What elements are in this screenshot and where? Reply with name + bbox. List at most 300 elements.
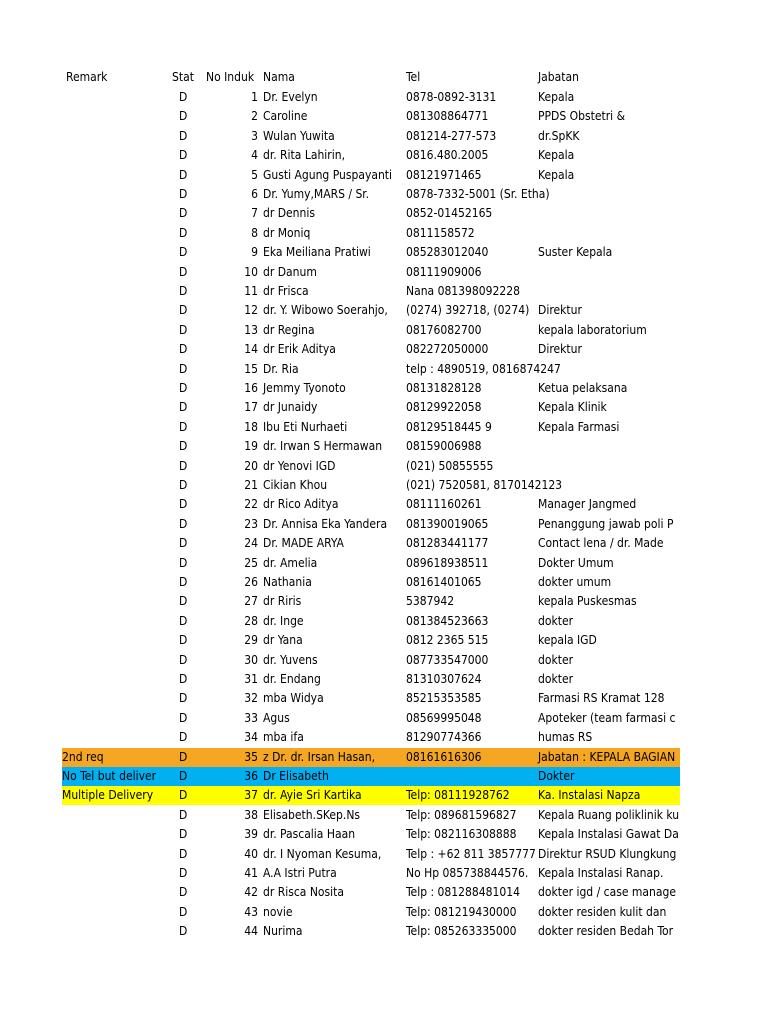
remark-cell <box>62 592 172 611</box>
jabatan-cell: Direktur RSUD Klungkung <box>538 846 677 861</box>
remark-cell <box>62 437 172 456</box>
tel-cell: 081390019065 <box>406 516 489 531</box>
jabatan-cell: Ketua pelaksana <box>538 381 628 395</box>
stat-cell: D <box>179 322 188 337</box>
jabatan-cell: dokter <box>538 613 574 628</box>
stat-cell: D <box>179 672 188 686</box>
jabatan-cell <box>538 282 680 301</box>
tel-cell: 081283441177 <box>406 536 489 551</box>
tel-cell: 08161616306 <box>406 749 482 764</box>
tel-cell: Telp: 082116308888 <box>406 827 517 842</box>
table-row <box>0 515 768 534</box>
nama-cell: dr. Endang <box>263 672 321 686</box>
jabatan-cell: PPDS Obstetri & <box>538 109 625 124</box>
stat-cell: D <box>179 109 188 124</box>
jabatan-cell: Kepala Klinik <box>538 400 607 415</box>
nama-cell: Wulan Yuwita <box>263 128 335 143</box>
nama-cell: Dr. MADE ARYA <box>263 536 344 551</box>
jabatan-cell: dokter igd / case manage <box>538 885 676 900</box>
nama-cell: dr Dennis <box>263 206 315 221</box>
stat-cell: D <box>179 245 188 260</box>
nama-cell: Agus <box>263 710 290 725</box>
table-row <box>0 845 768 864</box>
remark-cell: Multiple Delivery <box>62 788 154 803</box>
nama-cell: dr Erik Aditya <box>263 342 336 357</box>
stat-cell: D <box>179 497 188 512</box>
table-row <box>0 204 768 223</box>
nama-cell: z Dr. dr. Irsan Hasan, <box>263 749 376 764</box>
table-row <box>0 534 768 553</box>
nama-cell: dr. Amelia <box>263 555 318 570</box>
table-row <box>0 398 768 417</box>
table-row <box>0 127 768 146</box>
remark-cell <box>62 631 172 650</box>
no-induk-cell: 42 <box>244 885 258 900</box>
remark-cell <box>62 301 172 320</box>
tel-cell: 81310307624 <box>406 672 482 686</box>
tel-cell: Telp: 08111928762 <box>406 788 510 803</box>
no-induk-cell: 3 <box>251 128 258 143</box>
remark-cell <box>62 728 172 747</box>
tel-cell: Telp: 085263335000 <box>406 924 517 939</box>
tel-cell: 85215353585 <box>406 691 482 706</box>
no-induk-cell: 13 <box>244 322 258 337</box>
jabatan-cell <box>538 204 680 223</box>
no-induk-cell: 40 <box>244 846 258 861</box>
jabatan-cell: Farmasi RS Kramat 128 <box>538 691 665 706</box>
remark-cell <box>62 185 172 204</box>
tel-cell: (0274) 392718, (0274) <box>406 303 530 318</box>
nama-cell: Dr. Ria <box>263 361 299 376</box>
nama-cell: Elisabeth.SKep.Ns <box>263 807 361 822</box>
stat-cell: D <box>179 167 188 182</box>
nama-cell: dr. Yuvens <box>263 652 318 667</box>
jabatan-cell: kepala laboratorium <box>538 322 647 337</box>
jabatan-cell: Jabatan : KEPALA BAGIAN <box>538 749 676 764</box>
no-induk-cell: 17 <box>244 400 258 415</box>
tel-cell: 0878-0892-3131 <box>406 90 497 104</box>
remark-cell <box>62 534 172 553</box>
tel-cell: 082272050000 <box>406 342 489 357</box>
no-induk-cell: 1 <box>251 90 258 104</box>
jabatan-cell: Manager Jangmed <box>538 497 637 512</box>
table-row <box>0 670 768 689</box>
nama-cell: Dr. Annisa Eka Yandera <box>263 516 388 531</box>
jabatan-cell: Kepala Instalasi Ranap. <box>538 866 664 880</box>
nama-cell: Nurima <box>263 924 303 939</box>
no-induk-cell: 4 <box>251 148 258 163</box>
tel-cell: 08569995048 <box>406 710 482 725</box>
stat-cell: D <box>179 575 188 589</box>
jabatan-cell: Kepala Ruang poliklinik ku <box>538 807 680 822</box>
remark-cell <box>62 515 172 534</box>
remark-cell <box>62 243 172 262</box>
table-row <box>0 476 768 495</box>
no-induk-cell: 34 <box>244 730 258 745</box>
remark-cell <box>62 418 172 437</box>
table-row <box>0 379 768 398</box>
tel-cell: 081214-277-573 <box>406 128 497 143</box>
remark-cell <box>62 845 172 864</box>
remark-cell <box>62 107 172 126</box>
nama-cell: dr Risca Nosita <box>263 885 344 900</box>
table-row <box>0 166 768 185</box>
tel-cell: 085283012040 <box>406 245 489 260</box>
remark-cell <box>62 806 172 825</box>
stat-cell: D <box>179 419 188 434</box>
tel-cell: 08159006988 <box>406 439 482 454</box>
tel-cell: 08111909006 <box>406 264 482 279</box>
no-induk-cell: 37 <box>244 788 258 803</box>
remark-cell <box>62 495 172 514</box>
nama-cell: dr Rico Aditya <box>263 497 339 512</box>
no-induk-cell: 11 <box>244 284 258 298</box>
no-induk-cell: 32 <box>244 691 258 706</box>
jabatan-cell: Kepala Farmasi <box>538 419 620 434</box>
no-induk-cell: 20 <box>244 458 258 473</box>
stat-cell: D <box>179 924 188 939</box>
stat-cell: D <box>179 284 188 298</box>
table-row <box>0 107 768 126</box>
jabatan-cell: Kepala Instalasi Gawat Da <box>538 827 679 842</box>
tel-cell <box>406 767 534 786</box>
nama-cell: Nathania <box>263 575 312 589</box>
table-row <box>0 418 768 437</box>
remark-cell <box>62 825 172 844</box>
nama-cell: dr Regina <box>263 322 315 337</box>
remark-cell <box>62 340 172 359</box>
no-induk-cell: 6 <box>251 187 258 201</box>
table-row <box>0 592 768 611</box>
no-induk-cell: 39 <box>244 827 258 842</box>
no-induk-cell: 33 <box>244 710 258 725</box>
no-induk-cell: 8 <box>251 225 258 240</box>
stat-cell: D <box>179 128 188 143</box>
tel-cell: 08176082700 <box>406 322 482 337</box>
nama-cell: novie <box>263 904 293 919</box>
no-induk-cell: 19 <box>244 439 258 454</box>
jabatan-cell: Kepala <box>538 167 575 182</box>
table-row <box>0 689 768 708</box>
remark-cell <box>62 864 172 883</box>
no-induk-cell: 12 <box>244 303 258 318</box>
jabatan-cell: Contact lena / dr. Made <box>538 536 664 551</box>
no-induk-cell: 14 <box>244 342 258 357</box>
tel-cell: 08121971465 <box>406 167 482 182</box>
stat-cell: D <box>179 400 188 415</box>
remark-cell <box>62 476 172 495</box>
table-row <box>0 786 768 805</box>
table-row <box>0 360 768 379</box>
tel-cell: 08129518445 9 <box>406 419 492 434</box>
remark-cell <box>62 883 172 902</box>
tel-cell: Telp: 089681596827 <box>406 807 517 822</box>
remark-cell <box>62 903 172 922</box>
header-row <box>0 68 768 88</box>
remark-cell <box>62 651 172 670</box>
remark-cell <box>62 204 172 223</box>
jabatan-cell: humas RS <box>538 730 593 745</box>
stat-cell: D <box>179 342 188 357</box>
stat-cell: D <box>179 264 188 279</box>
remark-cell <box>62 922 172 941</box>
jabatan-cell: dokter umum <box>538 575 612 589</box>
no-induk-cell: 23 <box>244 516 258 531</box>
jabatan-cell: kepala IGD <box>538 633 597 648</box>
table-row <box>0 282 768 301</box>
remark-cell <box>62 263 172 282</box>
table-row <box>0 922 768 941</box>
table-row <box>0 243 768 262</box>
jabatan-cell: Ka. Instalasi Napza <box>538 788 641 803</box>
stat-cell: D <box>179 652 188 667</box>
tel-cell: 5387942 <box>406 594 455 609</box>
nama-cell: Dr. Evelyn <box>263 90 318 104</box>
remark-cell: No Tel but deliver <box>62 769 157 783</box>
jabatan-cell: dokter <box>538 652 574 667</box>
tel-cell: 08131828128 <box>406 381 482 395</box>
stat-cell: D <box>179 730 188 745</box>
remark-cell <box>62 127 172 146</box>
tel-cell: 0816.480.2005 <box>406 148 489 163</box>
jabatan-cell <box>538 185 680 204</box>
remark-cell <box>62 282 172 301</box>
tel-cell: 0812 2365 515 <box>406 633 489 648</box>
no-induk-cell: 9 <box>251 245 258 260</box>
no-induk-cell: 22 <box>244 497 258 512</box>
no-induk-cell: 15 <box>244 361 258 376</box>
table-row <box>0 263 768 282</box>
no-induk-cell: 43 <box>244 904 258 919</box>
nama-cell: dr Frisca <box>263 284 309 298</box>
stat-cell: D <box>179 381 188 395</box>
jabatan-cell: dokter residen kulit dan <box>538 904 667 919</box>
nama-cell: dr. Irwan S Hermawan <box>263 439 383 454</box>
stat-cell: D <box>179 769 188 783</box>
tel-cell: Telp : 081288481014 <box>406 885 520 900</box>
jabatan-cell: kepala Puskesmas <box>538 594 637 609</box>
nama-cell: mba ifa <box>263 730 304 745</box>
table-row <box>0 495 768 514</box>
tel-cell: 0878-7332-5001 (Sr. Etha) <box>406 187 550 201</box>
remark-cell <box>62 709 172 728</box>
jabatan-cell: dr.SpKK <box>538 128 580 143</box>
nama-cell: Caroline <box>263 109 308 124</box>
table-row <box>0 903 768 922</box>
no-induk-cell: 27 <box>244 594 258 609</box>
jabatan-cell: Penanggung jawab poli P <box>538 516 674 531</box>
table-row <box>0 806 768 825</box>
nama-cell: dr. Ayie Sri Kartika <box>263 788 362 803</box>
remark-cell <box>62 398 172 417</box>
table-row <box>0 88 768 107</box>
jabatan-cell: Direktur <box>538 342 582 357</box>
no-induk-cell: 18 <box>244 419 258 434</box>
stat-cell: D <box>179 749 188 764</box>
tel-cell: Telp: 081219430000 <box>406 904 517 919</box>
no-induk-cell: 24 <box>244 536 258 551</box>
nama-cell: A.A Istri Putra <box>263 866 337 880</box>
stat-cell: D <box>179 478 188 492</box>
header-nama: Nama <box>263 70 295 84</box>
header-no-induk: No Induk <box>206 70 255 84</box>
jabatan-cell <box>538 224 680 243</box>
stat-cell: D <box>179 594 188 609</box>
table-row <box>0 554 768 573</box>
tel-cell: Telp : +62 811 3857777 <box>406 846 536 861</box>
stat-cell: D <box>179 361 188 376</box>
no-induk-cell: 41 <box>244 866 258 880</box>
no-induk-cell: 38 <box>244 807 258 822</box>
stat-cell: D <box>179 516 188 531</box>
nama-cell: dr Yenovi IGD <box>263 458 336 473</box>
jabatan-cell: Kepala <box>538 90 575 104</box>
stat-cell: D <box>179 691 188 706</box>
table-row <box>0 437 768 456</box>
no-induk-cell: 31 <box>244 672 258 686</box>
table-row <box>0 709 768 728</box>
table-row <box>0 631 768 650</box>
remark-cell <box>62 554 172 573</box>
no-induk-cell: 35 <box>244 749 258 764</box>
remark-cell <box>62 166 172 185</box>
nama-cell: Dr Elisabeth <box>263 769 329 783</box>
stat-cell: D <box>179 633 188 648</box>
table-row <box>0 864 768 883</box>
nama-cell: dr Danum <box>263 264 317 279</box>
remark-cell <box>62 612 172 631</box>
nama-cell: Cikian Khou <box>263 478 328 492</box>
remark-cell <box>62 360 172 379</box>
no-induk-cell: 28 <box>244 613 258 628</box>
stat-cell: D <box>179 807 188 822</box>
nama-cell: dr. I Nyoman Kesuma, <box>263 846 382 861</box>
stat-cell: D <box>179 536 188 551</box>
header-remark: Remark <box>66 70 108 84</box>
jabatan-cell: Kepala <box>538 148 575 163</box>
table-row <box>0 301 768 320</box>
stat-cell: D <box>179 555 188 570</box>
stat-cell: D <box>179 439 188 454</box>
jabatan-cell: dokter <box>538 672 574 686</box>
no-induk-cell: 25 <box>244 555 258 570</box>
tel-cell: 0852-01452165 <box>406 206 493 221</box>
tel-cell: 08161401065 <box>406 575 482 589</box>
remark-cell <box>62 670 172 689</box>
jabatan-cell: Suster Kepala <box>538 245 613 260</box>
remark-cell <box>62 573 172 592</box>
tel-cell: (021) 7520581, 8170142123 <box>406 478 563 492</box>
table-row <box>0 321 768 340</box>
no-induk-cell: 16 <box>244 381 258 395</box>
no-induk-cell: 5 <box>251 167 258 182</box>
nama-cell: Ibu Eti Nurhaeti <box>263 419 348 434</box>
table-row <box>0 146 768 165</box>
table-row <box>0 224 768 243</box>
jabatan-cell <box>538 263 680 282</box>
stat-cell: D <box>179 187 188 201</box>
remark-cell <box>62 457 172 476</box>
nama-cell: dr Junaidy <box>263 400 318 415</box>
no-induk-cell: 30 <box>244 652 258 667</box>
tel-cell: 81290774366 <box>406 730 482 745</box>
stat-cell: D <box>179 885 188 900</box>
jabatan-cell: dokter residen Bedah Tor <box>538 924 674 939</box>
nama-cell: mba Widya <box>263 691 324 706</box>
nama-cell: Dr. Yumy,MARS / Sr. <box>263 187 370 201</box>
remark-cell <box>62 321 172 340</box>
remark-cell: 2nd req <box>62 749 104 764</box>
no-induk-cell: 26 <box>244 575 258 589</box>
stat-cell: D <box>179 225 188 240</box>
stat-cell: D <box>179 866 188 880</box>
jabatan-cell <box>538 476 680 495</box>
stat-cell: D <box>179 904 188 919</box>
stat-cell: D <box>179 788 188 803</box>
tel-cell: 089618938511 <box>406 555 489 570</box>
remark-cell <box>62 379 172 398</box>
stat-cell: D <box>179 148 188 163</box>
no-induk-cell: 7 <box>251 206 258 221</box>
jabatan-cell <box>538 437 680 456</box>
jabatan-cell <box>538 457 680 476</box>
stat-cell: D <box>179 710 188 725</box>
table-row <box>0 185 768 204</box>
table-row <box>0 457 768 476</box>
nama-cell: dr. Rita Lahirin, <box>263 148 345 163</box>
no-induk-cell: 29 <box>244 633 258 648</box>
stat-cell: D <box>179 206 188 221</box>
tel-cell: No Hp 085738844576. <box>406 866 529 880</box>
table-row <box>0 767 768 786</box>
jabatan-cell: Dokter Umum <box>538 555 614 570</box>
no-induk-cell: 2 <box>251 109 258 124</box>
tel-cell: 08129922058 <box>406 400 482 415</box>
jabatan-cell <box>538 360 680 379</box>
table-row <box>0 573 768 592</box>
table-row <box>0 748 768 767</box>
tel-cell: 08111160261 <box>406 497 482 512</box>
nama-cell: Gusti Agung Puspayanti <box>263 167 393 182</box>
jabatan-cell: Dokter <box>538 769 575 783</box>
header-tel: Tel <box>406 70 421 84</box>
tel-cell: 087733547000 <box>406 652 489 667</box>
table-row <box>0 825 768 844</box>
nama-cell: dr. Pascalia Haan <box>263 827 356 842</box>
stat-cell: D <box>179 613 188 628</box>
tel-cell: Nana 081398092228 <box>406 284 520 298</box>
nama-cell: dr. Inge <box>263 613 304 628</box>
header-jabatan: Jabatan <box>538 70 579 84</box>
nama-cell: dr. Y. Wibowo Soerahjo, <box>263 303 388 318</box>
table-row <box>0 883 768 902</box>
table-row <box>0 340 768 359</box>
tel-cell: 081384523663 <box>406 613 489 628</box>
stat-cell: D <box>179 303 188 318</box>
header-stat: Stat <box>172 70 194 84</box>
remark-cell <box>62 88 172 107</box>
nama-cell: Eka Meiliana Pratiwi <box>263 245 371 260</box>
stat-cell: D <box>179 846 188 861</box>
remark-cell <box>62 146 172 165</box>
stat-cell: D <box>179 458 188 473</box>
stat-cell: D <box>179 827 188 842</box>
no-induk-cell: 21 <box>244 478 258 492</box>
jabatan-cell: Direktur <box>538 303 582 318</box>
stat-cell: D <box>179 90 188 104</box>
table-row <box>0 651 768 670</box>
tel-cell: telp : 4890519, 0816874247 <box>406 361 561 376</box>
